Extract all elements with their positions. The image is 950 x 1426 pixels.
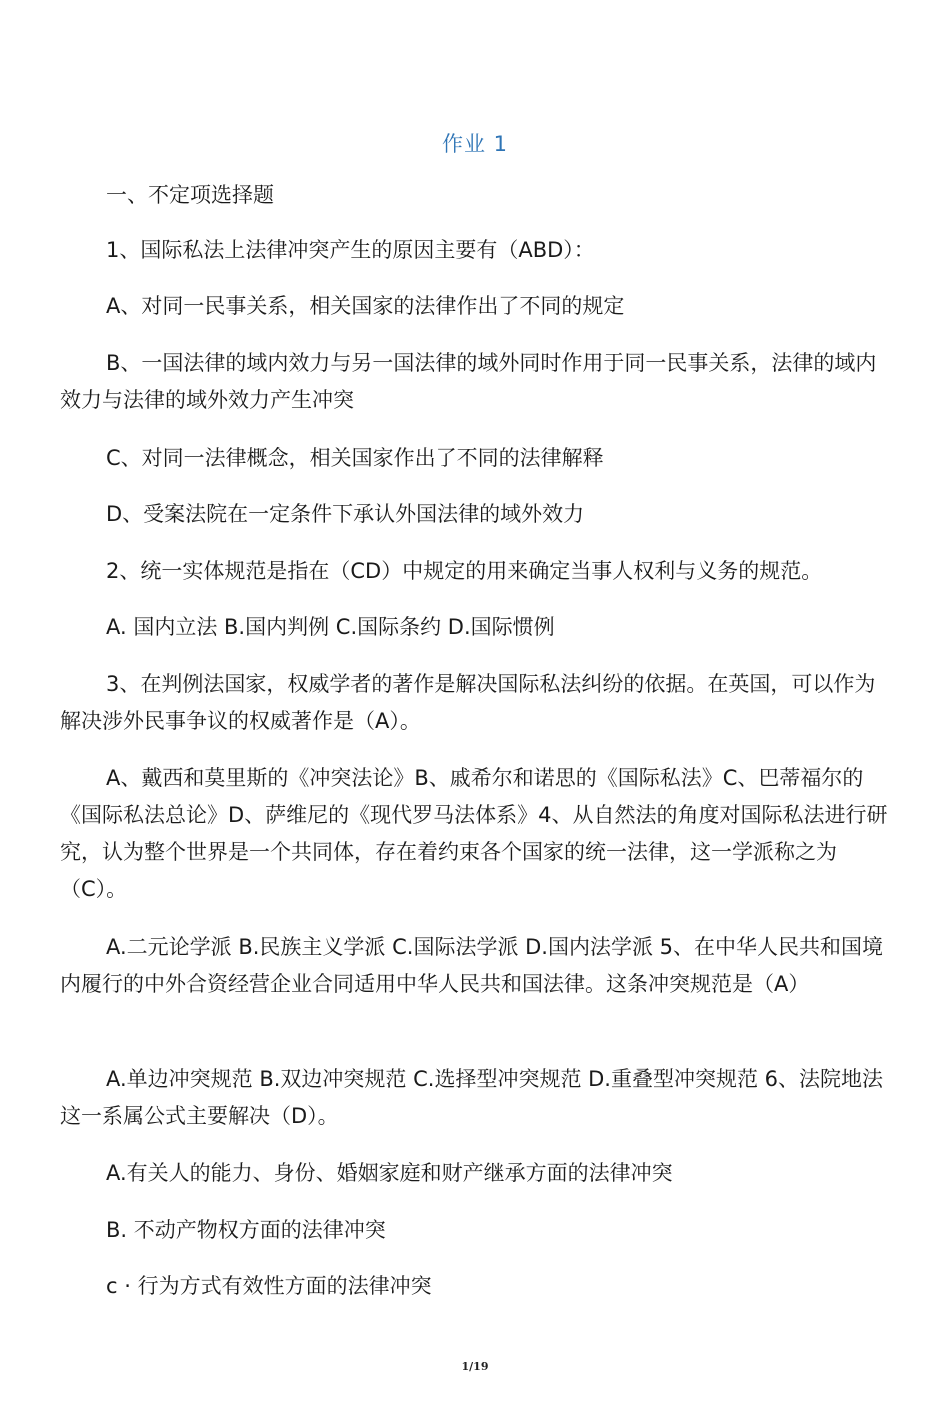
question-6-option-b: B. 不动产物权方面的法律冲突 <box>106 1218 386 1242</box>
question-1-option-c: C、对同一法律概念，相关国家作出了不同的法律解释 <box>106 446 604 470</box>
question-6-option-c: c · 行为方式有效性方面的法律冲突 <box>106 1274 432 1298</box>
question-1-option-b: B、一国法律的域内效力与另一国法律的域外同时作用于同一民事关系，法律的域内效力与法律的域外效力产生冲突 <box>60 351 877 412</box>
question-3-options-and-question-4: A、戴西和莫里斯的《冲突法论》B、戚希尔和诺思的《国际私法》C、巴蒂福尔的《国际私法总论》D、萨维尼的《现代罗马法体系》4、从自然法的角度对国际私法进行研究，认为整个世界是一个共同体，存在着约束各个国家的统一法律，这一学派称之为（C）。 <box>60 766 888 901</box>
page-number: 1/19 <box>461 1360 489 1373</box>
question-2-stem: 2、统一实体规范是指在（CD）中规定的用来确定当事人权利与义务的规范。 <box>106 559 823 583</box>
question-1-stem: 1、国际私法上法律冲突产生的原因主要有（ABD）： <box>106 238 595 262</box>
question-5-options-and-question-6: A.单边冲突规范 B.双边冲突规范 C.选择型冲突规范 D.重叠型冲突规范 6、法院地法这一系属公式主要解决（D）。 <box>60 1067 883 1128</box>
question-1-option-d: D、受案法院在一定条件下承认外国法律的域外效力 <box>106 502 585 526</box>
question-4-options-and-question-5: A.二元论学派 B.民族主义学派 C.国际法学派 D.国内法学派 5、在中华人民共和国境内履行的中外合资经营企业合同适用中华人民共和国法律。这条冲突规范是（A） <box>60 935 883 996</box>
document-title: 作业 1 <box>441 132 509 156</box>
question-1-option-a: A、对同一民事关系，相关国家的法律作出了不同的规定 <box>106 294 625 318</box>
question-3-stem: 3、在判例法国家，权威学者的著作是解决国际私法纠纷的依据。在英国，可以作为解决涉外民事争议的权威著作是（A）。 <box>60 672 876 733</box>
section-heading: 一、不定项选择题 <box>106 183 274 207</box>
question-2-options: A. 国内立法 B.国内判例 C.国际条约 D.国际惯例 <box>106 615 555 639</box>
question-6-option-a: A.有关人的能力、身份、婚姻家庭和财产继承方面的法律冲突 <box>106 1161 673 1185</box>
